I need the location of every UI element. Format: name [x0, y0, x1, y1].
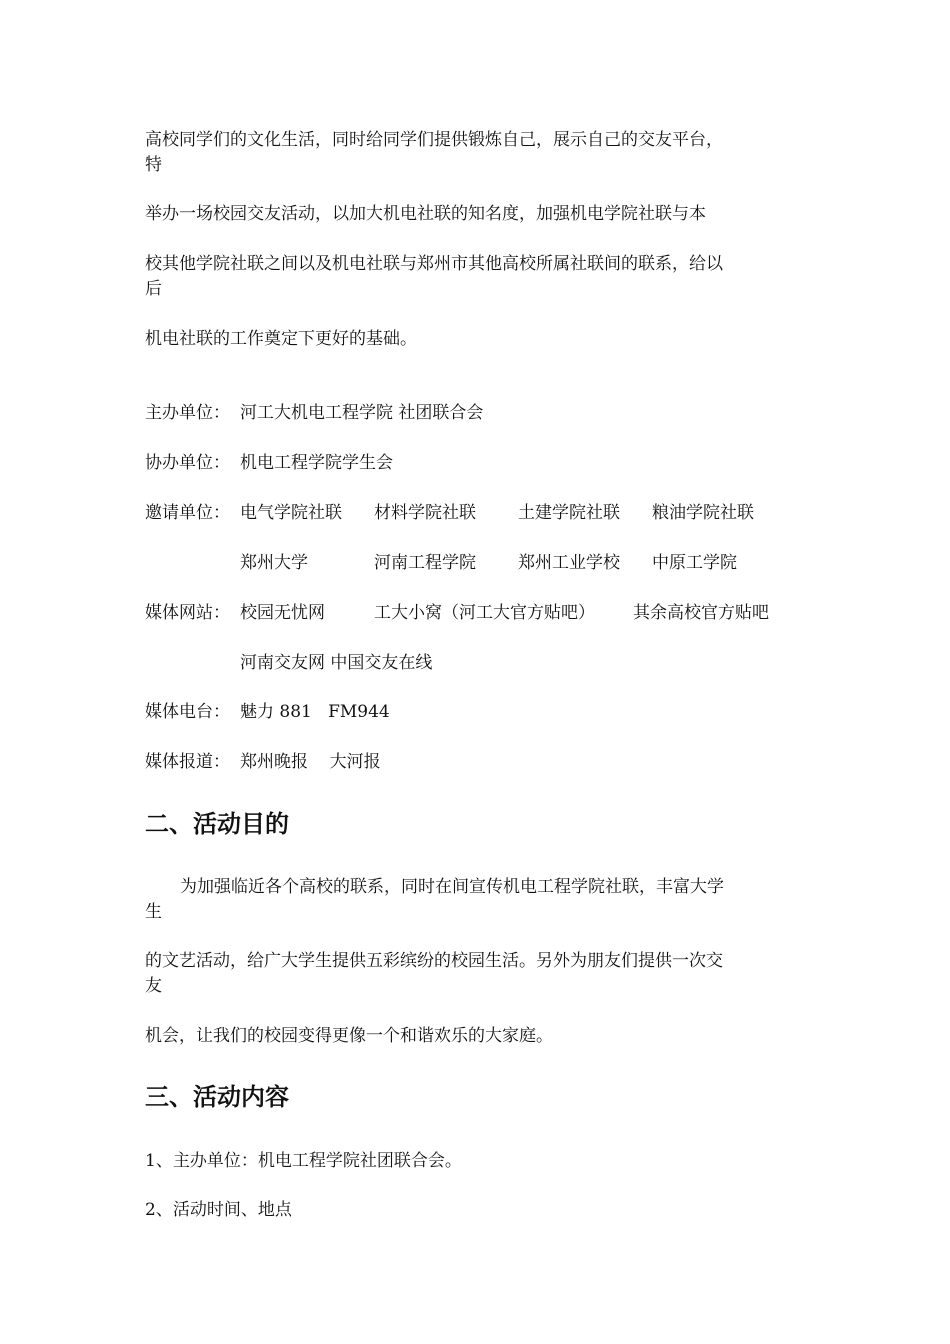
invite-unit-item: 郑州工业学校	[518, 553, 620, 573]
section-3-item: 1、主办单位：机电工程学院社团联合会。	[145, 1151, 462, 1171]
invite-unit-item: 土建学院社联	[518, 503, 620, 523]
intro-line-4: 校其他学院社联之间以及机电社联与郑州市其他高校所属社联间的联系，给以	[145, 254, 723, 274]
intro-line-2: 特	[145, 155, 162, 175]
section-2-line: 友	[145, 976, 162, 996]
section-3-heading: 三、活动内容	[145, 1083, 289, 1111]
invite-unit-item: 中原工学院	[652, 553, 737, 573]
invite-unit-item: 郑州大学	[240, 553, 308, 573]
section-2-line: 的文艺活动，给广大学生提供五彩缤纷的校园生活。另外为朋友们提供一次交	[145, 951, 723, 971]
section-2-heading: 二、活动目的	[145, 810, 289, 838]
co-unit-label: 协办单位：	[145, 453, 230, 473]
invite-unit-label: 邀请单位：	[145, 503, 230, 523]
intro-line-5: 后	[145, 279, 162, 299]
media-radio-value: 魅力 881 FM944	[240, 702, 390, 722]
section-2-line: 生	[145, 902, 162, 922]
media-press-value: 郑州晚报 大河报	[240, 752, 381, 772]
media-radio-label: 媒体电台：	[145, 702, 230, 722]
media-web-item: 其余高校官方贴吧	[633, 603, 769, 623]
media-web-item: 工大小窝（河工大官方贴吧）	[374, 603, 595, 623]
section-2-line: 为加强临近各个高校的联系，同时在间宣传机电工程学院社联，丰富大学	[180, 877, 724, 897]
media-web-label: 媒体网站：	[145, 603, 230, 623]
co-unit-value: 机电工程学院学生会	[240, 453, 393, 473]
invite-unit-item: 河南工程学院	[374, 553, 476, 573]
section-2-line: 机会，让我们的校园变得更像一个和谐欢乐的大家庭。	[145, 1026, 553, 1046]
intro-line-6: 机电社联的工作奠定下更好的基础。	[145, 329, 417, 349]
invite-unit-item: 材料学院社联	[374, 503, 476, 523]
media-web-item: 河南交友网 中国交友在线	[240, 653, 433, 673]
invite-unit-item: 粮油学院社联	[652, 503, 754, 523]
host-unit-label: 主办单位：	[145, 403, 230, 423]
host-unit-value: 河工大机电工程学院 社团联合会	[240, 403, 484, 423]
media-web-item: 校园无忧网	[240, 603, 325, 623]
media-press-label: 媒体报道：	[145, 752, 230, 772]
invite-unit-item: 电气学院社联	[240, 503, 342, 523]
intro-line-1: 高校同学们的文化生活，同时给同学们提供锻炼自己，展示自己的交友平台，	[145, 130, 723, 150]
section-3-item: 2、活动时间、地点	[145, 1200, 292, 1220]
intro-line-3: 举办一场校园交友活动，以加大机电社联的知名度，加强机电学院社联与本	[145, 204, 706, 224]
